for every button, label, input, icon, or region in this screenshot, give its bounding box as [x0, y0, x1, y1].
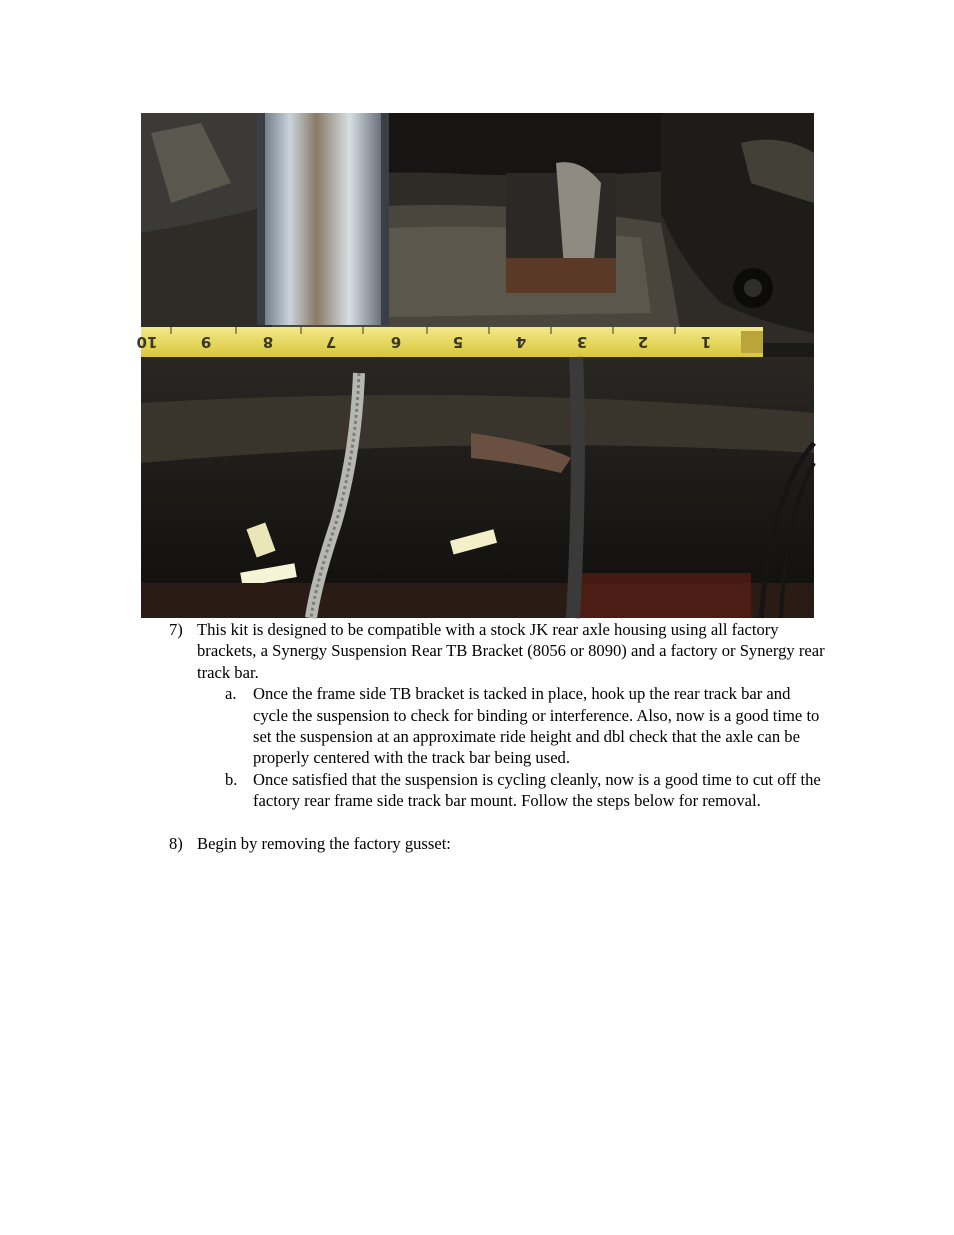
step-text: Begin by removing the factory gusset:	[197, 834, 451, 854]
step-7	[169, 619, 829, 683]
svg-text:1: 1	[700, 333, 712, 351]
step-8	[169, 833, 829, 854]
suspension-photo	[136, 113, 814, 618]
svg-text:7: 7	[325, 333, 337, 351]
substep-b	[225, 769, 829, 812]
spacer	[169, 812, 829, 833]
svg-text:5: 5	[452, 333, 464, 351]
substep-a	[225, 683, 829, 769]
step-number: 7)	[169, 620, 183, 639]
step-number: 8)	[169, 834, 183, 854]
svg-text:3: 3	[576, 333, 588, 351]
substep-letter: b.	[225, 769, 238, 789]
substep-letter: a.	[225, 684, 237, 704]
substep-text: Once the frame side TB bracket is tacked in place, hook up the rear track bar and cycle the suspension to check for binding or interference. Also, now is a good time to set the suspension at an approximate ride height and dbl check that the axle can be properly centered with the track bar being used.	[253, 684, 820, 768]
svg-text:8: 8	[262, 333, 274, 351]
step-text: This kit is designed to be compatible with a stock JK rear axle housing using all factory brackets, a Synergy Suspension Rear TB Bracket (8056 or 8090) and a factory or Synergy rear track bar.	[197, 620, 825, 682]
svg-text:4: 4	[515, 333, 527, 351]
substep-text: Once satisfied that the suspension is cycling cleanly, now is a good time to cut off the factory rear frame side track bar mount. Follow the steps below for removal.	[253, 769, 821, 811]
instructions	[169, 619, 829, 854]
svg-text:9: 9	[200, 333, 212, 351]
svg-text:2: 2	[637, 333, 649, 351]
svg-text:10: 10	[136, 333, 158, 351]
svg-text:6: 6	[390, 333, 402, 351]
